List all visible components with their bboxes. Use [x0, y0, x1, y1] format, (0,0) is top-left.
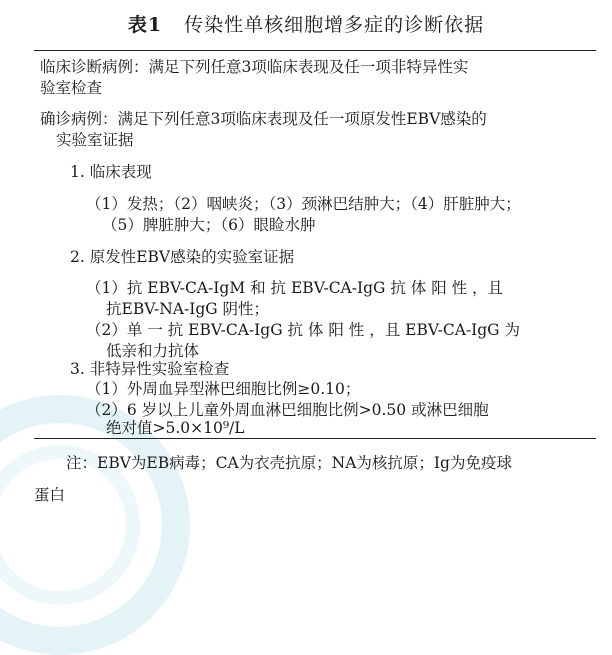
lab-evidence-item2-line2: 低亲和力抗体 — [106, 342, 200, 360]
section-lab-evidence-heading: 2. 原发性EBV感染的实验室证据 — [70, 248, 295, 266]
footnote-line1: 注：EBV为EB病毒；CA为衣壳抗原；NA为核抗原；Ig为免疫球 — [66, 454, 512, 472]
lab-evidence-item2-line1: （2）单 一 抗 EBV-CA-IgG 抗 体 阳 性 ，且 EBV-CA-IgG 为 — [86, 321, 520, 339]
nonspecific-item1: （1）外周血异型淋巴细胞比例≥0.10； — [86, 380, 361, 398]
table-number: 表1 — [127, 14, 163, 36]
confirmed-diagnosis-line2: 实验室证据 — [56, 131, 134, 149]
clinical-symptoms-line2: （5）脾脏肿大；（6）眼睑水肿 — [102, 216, 316, 234]
nonspecific-item2-line2: 绝对值>5.0×10⁹/L — [106, 419, 245, 437]
clinical-diagnosis-line2: 验室检查 — [40, 79, 103, 97]
top-rule — [34, 50, 596, 51]
section-clinical-heading: 1. 临床表现 — [70, 163, 152, 181]
bottom-rule — [34, 438, 596, 439]
clinical-symptoms-line1: （1）发热；（2）咽峡炎；（3）颈淋巴结肿大；（4）肝脏肿大； — [86, 195, 521, 213]
clinical-diagnosis-line1: 临床诊断病例：满足下列任意3项临床表现及任一项非特异性实 — [40, 58, 469, 76]
nonspecific-item2-line1: （2）6 岁以上儿童外周血淋巴细胞比例>0.50 或淋巴细胞 — [86, 401, 489, 419]
confirmed-diagnosis-line1: 确诊病例：满足下列任意3项临床表现及任一项原发性EBV感染的 — [40, 110, 487, 128]
lab-evidence-item1-line1: （1）抗 EBV-CA-IgM 和 抗 EBV-CA-IgG 抗 体 阳 性 ，且 — [86, 279, 504, 297]
lab-evidence-item1-line2: 抗EBV-NA-IgG 阴性； — [106, 300, 270, 318]
footnote-line2: 蛋白 — [34, 486, 66, 504]
table-title-text: 传染性单核细胞增多症的诊断依据 — [184, 14, 485, 36]
table-title — [0, 10, 612, 37]
section-nonspecific-heading: 3. 非特异性实验室检查 — [70, 360, 230, 378]
